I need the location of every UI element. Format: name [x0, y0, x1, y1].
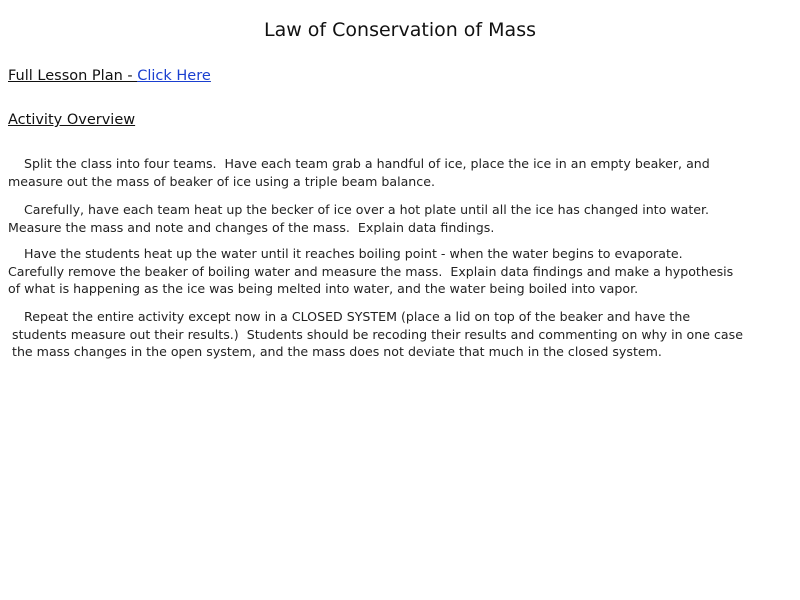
- paragraph-1: [8, 155, 710, 190]
- paragraph-line: measure out the mass of beaker of ice using a triple beam balance.: [8, 173, 435, 189]
- paragraph-4: [8, 308, 743, 361]
- full-lesson-plan-line: [8, 68, 211, 84]
- full-lesson-plan-label: Full Lesson Plan -: [8, 68, 138, 84]
- paragraph-line: Carefully, have each team heat up the becker of ice over a hot plate until all the ice has changed into water.: [8, 202, 710, 217]
- click-here-link[interactable]: Click Here: [137, 68, 211, 84]
- paragraph-3: [8, 245, 733, 298]
- paragraph-line: Have the students heat up the water until it reaches boiling point - when the water begins to evaporate.: [8, 246, 683, 261]
- paragraph-line: students measure out their results.) Students should be recoding their results and commenting on why in one case: [8, 326, 743, 342]
- paragraph-2: [8, 201, 709, 236]
- page-title: Law of Conservation of Mass: [263, 19, 536, 41]
- paragraph-line: Split the class into four teams. Have each team grab a handful of ice, place the ice in an empty beaker, and: [8, 156, 710, 171]
- paragraph-line: Carefully remove the beaker of boiling water and measure the mass. Explain data findings and make a hypothesis: [8, 263, 734, 279]
- paragraph-line: of what is happening as the ice was being melted into water, and the water being boiled into vapor.: [8, 281, 639, 296]
- activity-overview-heading: Activity Overview: [8, 112, 136, 128]
- paragraph-line: Measure the mass and note and changes of the mass. Explain data findings.: [8, 219, 495, 235]
- paragraph-line: Repeat the entire activity except now in a CLOSED SYSTEM (place a lid on top of the beaker and have the: [8, 309, 691, 324]
- paragraph-line: the mass changes in the open system, and the mass does not deviate that much in the closed system.: [8, 344, 662, 359]
